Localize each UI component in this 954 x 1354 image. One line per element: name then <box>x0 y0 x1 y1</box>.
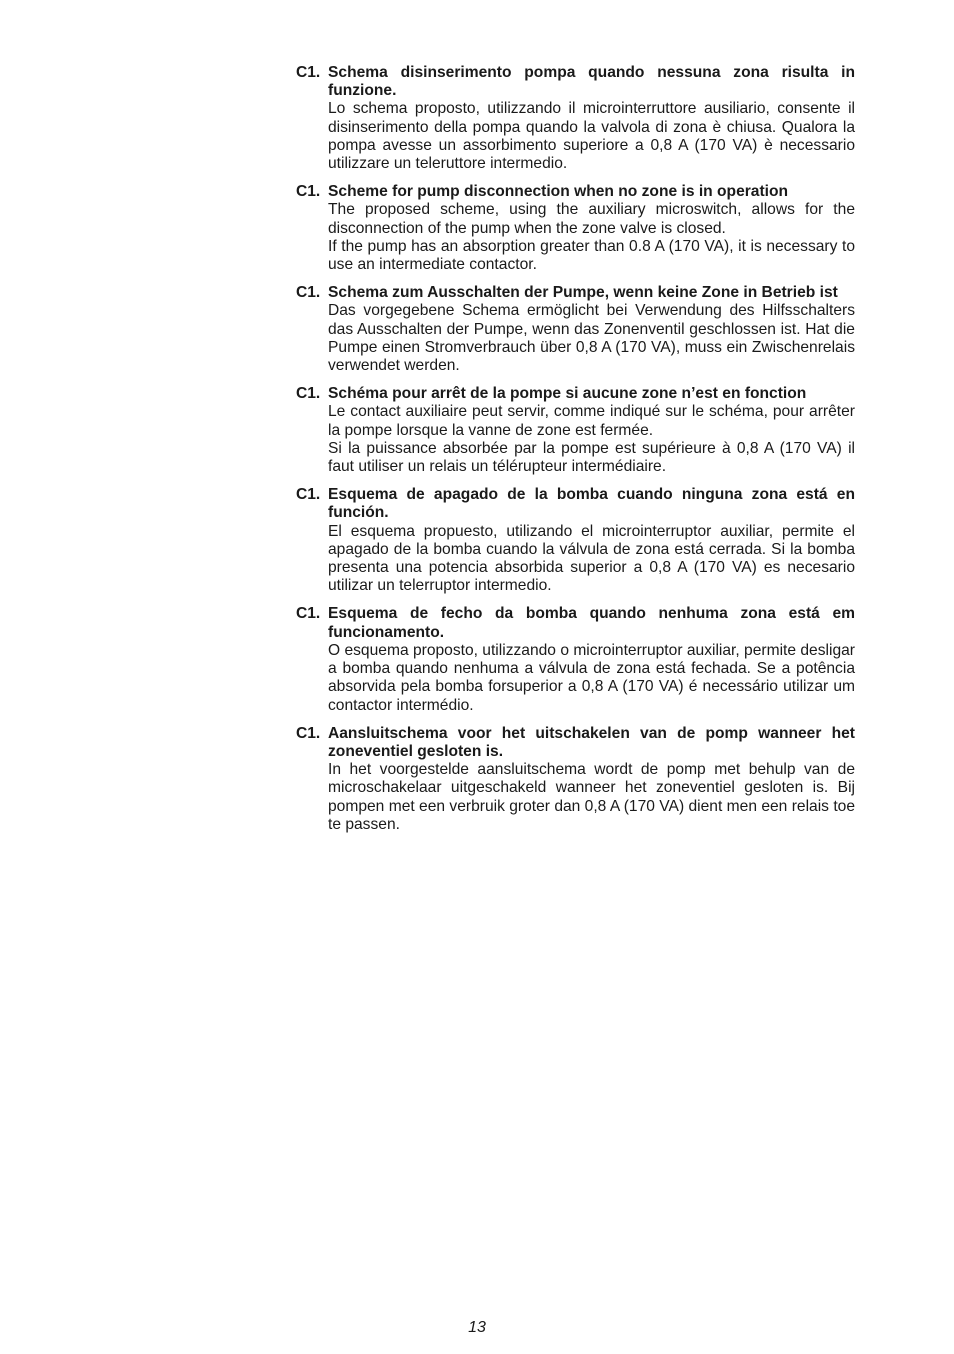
page-number: 13 <box>468 1319 486 1336</box>
section-dutch <box>296 725 855 834</box>
section-number: C1. <box>296 385 321 403</box>
section-italian <box>296 64 855 173</box>
section-paragraph: If the pump has an absorption greater than 0.8 A (170 VA), it is necessary to use an intermediate contactor. <box>328 237 855 274</box>
section-heading: Scheme for pump disconnection when no zone is in operation <box>328 183 789 201</box>
section-paragraph: Si la puissance absorbée par la pompe est supérieure à 0,8 A (170 VA) il faut utiliser un relais un télérupteur intermédiaire. <box>328 439 855 476</box>
section-paragraph: Le contact auxiliaire peut servir, comme indiqué sur le schéma, pour arrêter la pompe lorsque la vanne de zone est fermée. <box>328 403 855 439</box>
section-heading: Aansluitschema voor het uitschakelen van de pomp wanneer het zoneventiel gesloten is. <box>328 724 855 760</box>
section-number: C1. <box>296 724 321 742</box>
text-column <box>296 64 855 844</box>
section-paragraph: In het voorgestelde aansluitschema wordt de pomp met behulp van de microschakelaar uitgeschakeld wanneer het zoneventiel gesloten is. Bij pompen met een verbruik groter dan 0,8 A (170 VA) dient men een relais toe te passen. <box>328 761 855 833</box>
section-paragraph: O esquema proposto, utilizzando o microinterruptor auxiliar, permite desligar a bomba quando nenhuma a válvula de zona está fechada. Se a potência absorvida pela bomba forsuperior a 0,8 A (170 VA) é necessário utilizar um contactor intermédio. <box>328 641 855 714</box>
section-number: C1. <box>296 486 321 504</box>
section-number: C1. <box>296 605 321 623</box>
section-heading: Schema zum Ausschalten der Pumpe, wenn keine Zone in Betrieb ist <box>328 284 838 302</box>
section-number: C1. <box>296 64 321 81</box>
section-paragraph: The proposed scheme, using the auxiliary microswitch, allows for the disconnection of the pump when the zone valve is closed. <box>328 201 855 237</box>
section-heading: Schema disinserimento pompa quando nessuna zona risulta in funzione. <box>328 64 855 100</box>
section-french <box>296 385 855 476</box>
section-heading: Esquema de fecho da bomba quando nenhuma zona está em funcionamento. <box>328 605 855 641</box>
section-paragraph: Lo schema proposto, utilizzando il microinterruttore ausiliario, consente il disinserimento della pompa quando la valvola di zona è chiusa. Qualora la pompa avesse un assorbimento superiore a 0,8 A (170 VA) è necessario utilizzare un teleruttore intermedio. <box>328 100 855 173</box>
section-portuguese <box>296 605 855 714</box>
section-paragraph: El esquema propuesto, utilizando el microinterruptor auxiliar, permite el apagado de la bomba cuando la válvula de zona está cerrada. Si la bomba presenta una potencia absorbida superior a 0,8 A (170 VA) es necesario utilizar un telerruptor intermedio. <box>328 522 855 595</box>
section-german <box>296 284 855 375</box>
section-english <box>296 183 855 274</box>
section-number: C1. <box>296 183 321 201</box>
section-heading: Schéma pour arrêt de la pompe si aucune zone n’est en fonction <box>328 385 807 403</box>
section-spanish <box>296 486 855 595</box>
section-paragraph: Das vorgegebene Schema ermöglicht bei Verwendung des Hilfsschalters das Ausschalten der Pumpe, wenn das Zonenventil geschlossen ist. Hat die Pumpe einen Stromverbrauch über 0,8 A (170 VA), muss ein Zwischenrelais verwendet werden. <box>328 302 855 375</box>
section-number: C1. <box>296 284 321 302</box>
section-heading: Esquema de apagado de la bomba cuando ninguna zona está en función. <box>328 486 855 522</box>
